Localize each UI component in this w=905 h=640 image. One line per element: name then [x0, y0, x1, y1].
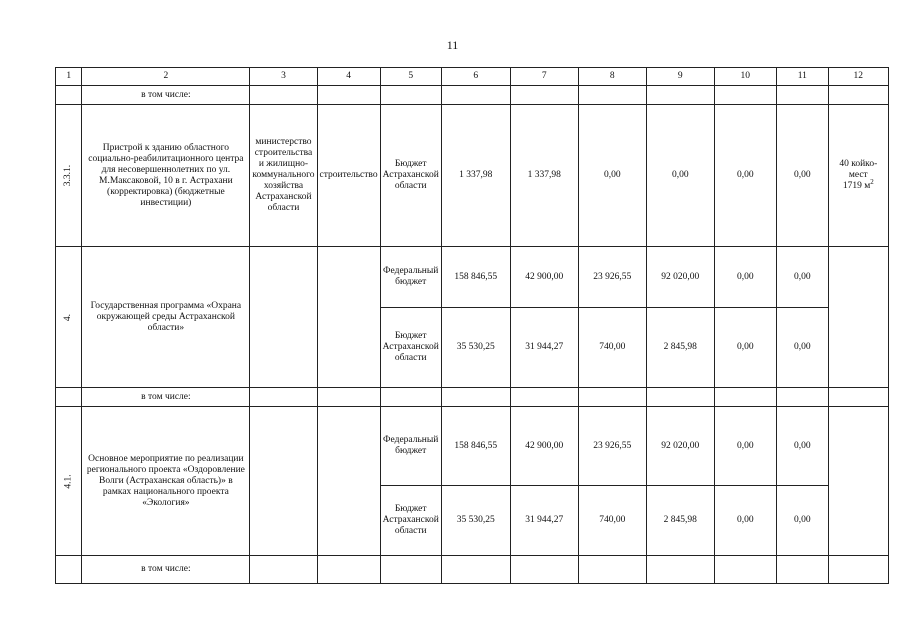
value-cell: 0,00: [714, 486, 776, 556]
row-executor: министерство строительства и жилищно-коммунального хозяйства Астраханской области: [250, 105, 317, 247]
capacity-line1: 40 койко-мест: [839, 159, 878, 180]
table-row: [56, 247, 889, 308]
table-row: [56, 105, 889, 247]
row-source: Федеральный бюджет: [380, 247, 441, 308]
including-label: в том числе:: [82, 556, 250, 584]
header-row: [56, 68, 889, 86]
value-cell: 42 900,00: [510, 407, 578, 486]
value-cell: 23 926,55: [578, 407, 646, 486]
header-cell: 3: [250, 68, 317, 86]
value-cell: 92 020,00: [646, 407, 714, 486]
page-number: 11: [446, 38, 459, 52]
budget-table: [55, 67, 889, 584]
row-name: Пристрой к зданию областного социально-реабилитационного центра для несовершеннолетних по ул. М.Максаковой, 10 в г. Астрахани (корректировка) (бюджетные инвестиции): [82, 105, 250, 247]
row-name: Государственная программа «Охрана окружающей среды Астраханской области»: [82, 247, 250, 388]
value-cell: 2 845,98: [646, 486, 714, 556]
row-code: 4.: [56, 247, 82, 388]
value-cell: 0,00: [776, 247, 828, 308]
value-cell: 0,00: [776, 407, 828, 486]
header-cell: 1: [56, 68, 82, 86]
capacity-line2: 1719 $м^2$: [842, 177, 874, 191]
value-cell: 42 900,00: [510, 247, 578, 308]
header-cell: 5: [380, 68, 441, 86]
header-cell: 12: [828, 68, 888, 86]
capacity-cell: [828, 105, 888, 247]
row-source: Бюджет Астраханской области: [380, 308, 441, 388]
row-type: строительство: [317, 105, 380, 247]
row-name: Основное мероприятие по реализации регионального проекта «Оздоровление Волги (Астраханская область)» в рамках национального проекта «Экология»: [82, 407, 250, 556]
value-cell: 2 845,98: [646, 308, 714, 388]
value-cell: 158 846,55: [441, 407, 510, 486]
header-cell: 8: [578, 68, 646, 86]
header-cell: 6: [441, 68, 510, 86]
value-cell: 31 944,27: [510, 486, 578, 556]
header-cell: 7: [510, 68, 578, 86]
value-cell: 0,00: [776, 308, 828, 388]
value-cell: 35 530,25: [441, 308, 510, 388]
row-source: Бюджет Астраханской области: [380, 105, 441, 247]
including-row: [56, 556, 889, 584]
value-cell: 0,00: [646, 105, 714, 247]
header-cell: 4: [317, 68, 380, 86]
value-cell: 0,00: [776, 486, 828, 556]
including-row: [56, 86, 889, 105]
value-cell: 158 846,55: [441, 247, 510, 308]
row-code: 4.1.: [56, 407, 82, 556]
value-cell: 740,00: [578, 486, 646, 556]
header-cell: 11: [776, 68, 828, 86]
value-cell: 0,00: [578, 105, 646, 247]
including-row: [56, 388, 889, 407]
value-cell: 35 530,25: [441, 486, 510, 556]
value-cell: 31 944,27: [510, 308, 578, 388]
value-cell: 0,00: [714, 105, 776, 247]
header-cell: 2: [82, 68, 250, 86]
value-cell: 92 020,00: [646, 247, 714, 308]
table-row: [56, 407, 889, 486]
value-cell: 1 337,98: [441, 105, 510, 247]
header-cell: 9: [646, 68, 714, 86]
row-source: Бюджет Астраханской области: [380, 486, 441, 556]
value-cell: 0,00: [776, 105, 828, 247]
value-cell: 0,00: [714, 308, 776, 388]
row-code: 3.3.1.: [56, 105, 82, 247]
including-label: в том числе:: [82, 86, 250, 105]
value-cell: 0,00: [714, 407, 776, 486]
value-cell: 23 926,55: [578, 247, 646, 308]
value-cell: 1 337,98: [510, 105, 578, 247]
including-label: в том числе:: [82, 388, 250, 407]
row-source: Федеральный бюджет: [380, 407, 441, 486]
value-cell: 740,00: [578, 308, 646, 388]
value-cell: 0,00: [714, 247, 776, 308]
header-cell: 10: [714, 68, 776, 86]
